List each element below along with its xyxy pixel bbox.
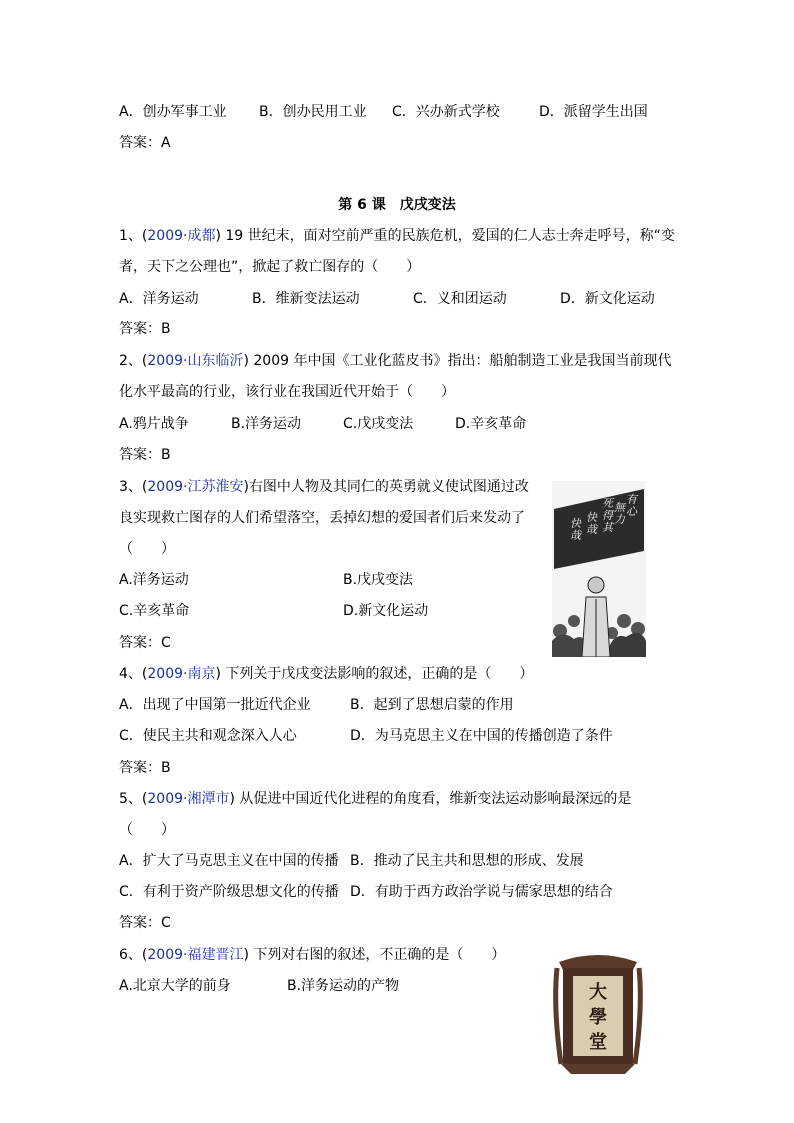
question-2-line-1: 2、(2009·山东临沂) 2009 年中国《工业化蓝皮书》指出：船舶制造工业是我国当前现代 — [119, 353, 672, 369]
question-source: 2009·山东临沂 — [147, 353, 244, 369]
svg-text:心: 心 — [626, 505, 637, 518]
question-3-line-3: （ ） — [119, 541, 175, 557]
answer: 答案：B — [119, 760, 171, 776]
svg-text:堂: 堂 — [589, 1032, 607, 1053]
option-c: C.辛亥革命 — [119, 603, 190, 619]
option-a: A．扩大了马克思主义在中国的传播 — [119, 853, 339, 869]
option-c: C．使民主共和观念深入人心 — [119, 728, 297, 744]
svg-text:學: 學 — [589, 1007, 607, 1028]
option-b: B.洋务运动的产物 — [287, 978, 400, 994]
question-4-line-1: 4、(2009·南京) 下列关于戊戌变法影响的叙述，正确的是（ ） — [119, 666, 534, 682]
svg-text:無: 無 — [614, 501, 625, 514]
option-b: B.戊戌变法 — [343, 572, 414, 588]
question-1-line-1: 1、(2009·成都) 19 世纪末，面对空前严重的民族危机，爱国的仁人志士奔走呼号，称“变 — [119, 228, 675, 244]
option-b: B．维新变法运动 — [252, 291, 360, 307]
option-b: B．推动了民主共和思想的形成、发展 — [350, 853, 584, 869]
option-d: D.新文化运动 — [343, 603, 429, 619]
option-a: A．洋务运动 — [119, 291, 199, 307]
answer: 答案：C — [119, 635, 171, 651]
svg-text:快: 快 — [586, 511, 597, 524]
option-c: C．兴办新式学校 — [392, 104, 500, 120]
option-c: C.戊戌变法 — [343, 416, 414, 432]
option-a: A.北京大学的前身 — [119, 978, 231, 994]
answer: 答案：B — [119, 321, 171, 337]
question-source: 2009·江苏淮安 — [147, 479, 244, 495]
question-5-line-2: （ ） — [119, 822, 175, 838]
svg-text:哉: 哉 — [586, 523, 597, 536]
question-source: 2009·南京 — [147, 666, 216, 682]
option-d: D.辛亥革命 — [455, 416, 527, 432]
option-d: D．新文化运动 — [560, 291, 655, 307]
question-6-line-1: 6、(2009·福建晋江) 下列对右图的叙述，不正确的是（ ） — [119, 947, 506, 963]
option-a: A.鸦片战争 — [119, 416, 189, 432]
question-3-line-2: 良实现救亡图存的人们希望落空，丢掉幻想的爱国者们后来发动了 — [119, 510, 525, 526]
option-d: D．有助于西方政治学说与儒家思想的结合 — [350, 884, 613, 900]
option-b: B.洋务运动 — [231, 416, 302, 432]
question-2-line-2: 化水平最高的行业，该行业在我国近代开始于（ ） — [119, 384, 455, 400]
answer: 答案：A — [119, 135, 171, 151]
option-a: A．出现了中国第一批近代企业 — [119, 697, 311, 713]
question-source: 2009·湘潭市 — [147, 791, 230, 807]
svg-text:大: 大 — [589, 982, 607, 1003]
svg-text:得: 得 — [602, 509, 613, 522]
question-1-line-2: 者，天下之公理也”，掀起了救亡图存的（ ） — [119, 259, 421, 275]
answer: 答案：B — [119, 447, 171, 463]
tan-sitong-illustration — [552, 481, 646, 657]
svg-text:死: 死 — [602, 497, 613, 510]
question-source: 2009·成都 — [147, 228, 216, 244]
question-5-line-1: 5、(2009·湘潭市) 从促进中国近代化进程的角度看，维新变法运动影响最深远的是 — [119, 791, 632, 807]
option-b: B．创办民用工业 — [259, 104, 367, 120]
lesson-title: 第 6 课 戊戌变法 — [338, 197, 456, 213]
option-c: C．义和团运动 — [413, 291, 507, 307]
option-a: A.洋务运动 — [119, 572, 189, 588]
option-a: A．创办军事工业 — [119, 104, 227, 120]
option-c: C．有利于资产阶级思想文化的传播 — [119, 884, 339, 900]
question-source: 2009·福建晋江 — [147, 947, 244, 963]
option-d: D．派留学生出国 — [539, 104, 648, 120]
svg-text:有: 有 — [626, 493, 637, 506]
option-d: D．为马克思主义在中国的传播创造了条件 — [350, 728, 613, 744]
question-3-line-1: 3、(2009·江苏淮安)右图中人物及其同仁的英勇就义使试图通过改 — [119, 479, 529, 495]
svg-text:哉: 哉 — [570, 529, 581, 542]
svg-text:力: 力 — [614, 513, 625, 526]
answer: 答案：C — [119, 915, 171, 931]
option-b: B．起到了思想启蒙的作用 — [350, 697, 514, 713]
plaque-illustration — [553, 948, 643, 1076]
svg-text:其: 其 — [602, 521, 613, 534]
svg-text:快: 快 — [570, 517, 581, 530]
